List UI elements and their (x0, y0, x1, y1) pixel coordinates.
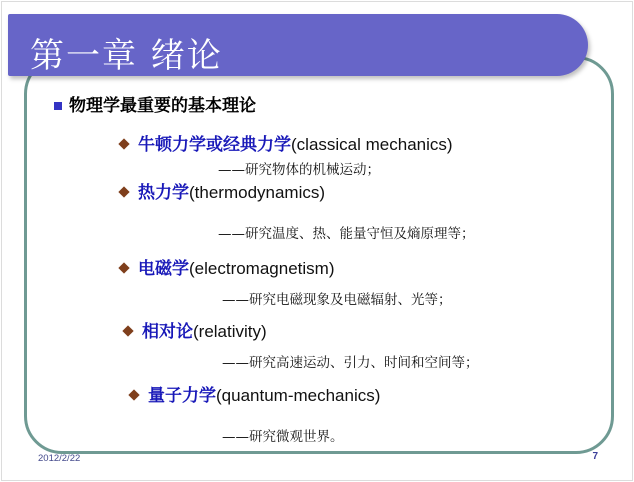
topic-english: (thermodynamics) (189, 183, 326, 202)
diamond-bullet-icon (118, 138, 129, 149)
topic-description: ——研究物体的机械运动； (218, 162, 380, 178)
diamond-bullet-icon (122, 325, 133, 336)
topic-chinese: 量子力学 (148, 386, 216, 406)
topic-english: (quantum-mechanics) (216, 386, 381, 405)
slide-date: 2012/2/22 (38, 453, 81, 464)
topic-item (130, 384, 380, 408)
topic-item (124, 320, 267, 344)
page-number: 7 (592, 451, 598, 462)
topic-item (120, 257, 335, 281)
diamond-bullet-icon (128, 389, 139, 400)
topic-item (120, 181, 325, 205)
diamond-bullet-icon (118, 186, 129, 197)
topic-description: ——研究温度、热、能量守恒及熵原理等； (218, 226, 475, 242)
main-bullet-text: 物理学最重要的基本理论 (69, 96, 256, 116)
topic-english: (electromagnetism) (189, 259, 335, 278)
topic-english: (classical mechanics) (291, 135, 453, 154)
topic-chinese: 电磁学 (138, 259, 189, 279)
slide-title: 第一章 绪论 (30, 36, 223, 76)
topic-chinese: 相对论 (142, 322, 193, 342)
topic-item (120, 133, 453, 157)
topic-description: ——研究微观世界。 (222, 429, 344, 445)
topic-description: ——研究电磁现象及电磁辐射、光等； (222, 292, 452, 308)
square-bullet-icon (54, 102, 62, 110)
topic-description: ——研究高速运动、引力、时间和空间等； (222, 355, 479, 371)
title-bar (8, 14, 588, 76)
topic-english: (relativity) (193, 322, 267, 341)
diamond-bullet-icon (118, 262, 129, 273)
topic-chinese: 牛顿力学或经典力学 (138, 135, 291, 155)
topic-chinese: 热力学 (138, 183, 189, 203)
